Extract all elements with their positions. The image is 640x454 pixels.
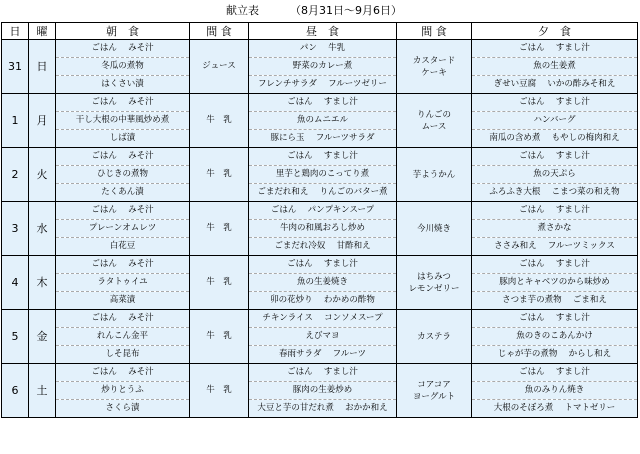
breakfast-item: ごはん みそ汁 [56,256,190,274]
snack1-item: 牛 乳 [190,256,249,310]
menu-row [2,292,638,310]
header-snack2: 間 食 [397,23,472,40]
snack2-line: レモンゼリー [408,283,460,294]
menu-row [2,220,638,238]
lunch-item: 魚のムニエル [249,112,397,130]
dinner-item: ささみ和え フルーツミックス [472,238,638,256]
breakfast-item: ごはん みそ汁 [56,364,190,382]
weekday: 金 [29,310,56,364]
weekday: 水 [29,202,56,256]
dinner-item: ごはん すまし汁 [472,310,638,328]
breakfast-item: ごはん みそ汁 [56,40,190,58]
weekday: 日 [29,40,56,94]
lunch-item: 野菜のカレー煮 [249,58,397,76]
menu-row [2,328,638,346]
lunch-item: ごはん すまし汁 [249,94,397,112]
day-number: 2 [2,148,29,202]
breakfast-item: ごはん みそ汁 [56,310,190,328]
dinner-item: 南瓜の含め煮 もやしの梅肉和え [472,130,638,148]
dinner-item: ハンバーグ [472,112,638,130]
snack1-item: 牛 乳 [190,202,249,256]
snack2-line: 芋ようかん [412,169,456,180]
snack2-item [397,202,472,256]
breakfast-item: はくさい漬 [56,76,190,94]
lunch-item: 牛肉の和風おろし炒め [249,220,397,238]
dinner-item: 煮さかな [472,220,638,238]
breakfast-item: しそ昆布 [56,346,190,364]
menu-row [2,310,638,328]
menu-row [2,256,638,274]
lunch-item: えびマヨ [249,328,397,346]
breakfast-item: 炒りとうふ [56,382,190,400]
dinner-item: 大根のそぼろ煮 トマトゼリー [472,400,638,418]
weekday: 土 [29,364,56,418]
menu-row [2,148,638,166]
lunch-item: 春雨サラダ フルーツ [249,346,397,364]
menu-row [2,364,638,382]
dinner-item: 魚の生姜煮 [472,58,638,76]
header-row [2,23,638,40]
snack1-item: 牛 乳 [190,148,249,202]
lunch-item: ごまだれ冷奴 甘酢和え [249,238,397,256]
weekday: 月 [29,94,56,148]
snack2-line: カスタード [412,55,456,66]
dinner-item: ごはん すまし汁 [472,94,638,112]
lunch-item: パン 牛乳 [249,40,397,58]
dinner-item: ごはん すまし汁 [472,202,638,220]
lunch-item: ごまだれ和え りんごのバター煮 [249,184,397,202]
breakfast-item: 冬瓜の煮物 [56,58,190,76]
breakfast-item: ごはん みそ汁 [56,148,190,166]
lunch-item: チキンライス コンソメスープ [249,310,397,328]
menu-row [2,94,638,112]
day-number: 5 [2,310,29,364]
header-weekday: 曜 [29,23,56,40]
menu-row [2,346,638,364]
lunch-item: 大豆と芋の甘だれ煮 おかか和え [249,400,397,418]
snack2-line: 今川焼き [416,223,451,234]
breakfast-item: 高菜漬 [56,292,190,310]
dinner-item: ふろふき大根 こまつ菜の和え物 [472,184,638,202]
breakfast-item: さくら漬 [56,400,190,418]
dinner-item: 魚の天ぷら [472,166,638,184]
header-lunch: 昼 食 [249,23,397,40]
breakfast-item: ラタトゥイユ [56,274,190,292]
lunch-item: 里芋と鶏肉のこってり煮 [249,166,397,184]
snack2-item [397,310,472,364]
lunch-item: ごはん すまし汁 [249,148,397,166]
day-number: 6 [2,364,29,418]
dinner-item: ごはん すまし汁 [472,148,638,166]
dinner-item: さつま芋の煮物 ごま和え [472,292,638,310]
snack1-item: 牛 乳 [190,94,249,148]
snack1-item: 牛 乳 [190,310,249,364]
lunch-item: 豚肉の生姜炒め [249,382,397,400]
title-period: （8月31日～9月6日） [290,4,402,17]
snack2-line: ヨーグルト [412,391,456,402]
breakfast-item: ごはん みそ汁 [56,94,190,112]
dinner-item: ぎせい豆腐 いかの酢みそ和え [472,76,638,94]
breakfast-item: たくあん漬 [56,184,190,202]
lunch-item: ごはん パンプキンスープ [249,202,397,220]
lunch-item: フレンチサラダ フルーツゼリー [249,76,397,94]
lunch-item: ごはん すまし汁 [249,364,397,382]
snack2-line: ムース [421,121,447,132]
snack2-line: りんごの [416,109,451,120]
breakfast-item: 白花豆 [56,238,190,256]
menu-row [2,58,638,76]
lunch-item: 豚にら玉 フルーツサラダ [249,130,397,148]
dinner-item: 魚のみりん焼き [472,382,638,400]
snack1-item: 牛 乳 [190,364,249,418]
day-number: 3 [2,202,29,256]
header-snack1: 間 食 [190,23,249,40]
lunch-item: 卯の花炒り わかめの酢物 [249,292,397,310]
dinner-item: ごはん すまし汁 [472,364,638,382]
menu-table [1,22,638,418]
snack2-item [397,148,472,202]
dinner-item: ごはん すまし汁 [472,256,638,274]
snack2-item [397,256,472,310]
breakfast-item: ひじきの煮物 [56,166,190,184]
menu-row [2,76,638,94]
day-number: 4 [2,256,29,310]
dinner-item: 豚肉とキャベツのから味炒め [472,274,638,292]
weekday: 火 [29,148,56,202]
snack2-line: ケーキ [421,67,447,78]
breakfast-item: 干し大根の中華風炒め煮 [56,112,190,130]
snack2-line: はちみつ [417,271,451,282]
menu-row [2,130,638,148]
header-breakfast: 朝 食 [56,23,190,40]
snack2-line: コアコア [417,379,451,390]
menu-row [2,112,638,130]
menu-title [0,0,640,22]
lunch-item: 魚の生姜焼き [249,274,397,292]
dinner-item: 魚のきのこあんかけ [472,328,638,346]
breakfast-item: プレーンオムレツ [56,220,190,238]
menu-row [2,40,638,58]
menu-row [2,166,638,184]
breakfast-item: しば漬 [56,130,190,148]
dinner-item: ごはん すまし汁 [472,40,638,58]
day-number: 31 [2,40,29,94]
menu-row [2,238,638,256]
breakfast-item: ごはん みそ汁 [56,202,190,220]
menu-row [2,382,638,400]
menu-body [2,40,638,418]
menu-row [2,274,638,292]
snack2-line: カステラ [417,331,451,342]
header-day: 日 [2,23,29,40]
dinner-item: じゃが芋の煮物 からし和え [472,346,638,364]
menu-row [2,400,638,418]
snack2-item [397,364,472,418]
snack2-item [397,94,472,148]
breakfast-item: れんこん金平 [56,328,190,346]
header-dinner: 夕 食 [472,23,638,40]
menu-row [2,184,638,202]
snack2-item [397,40,472,94]
menu-row [2,202,638,220]
weekday: 木 [29,256,56,310]
title-main: 献立表 [226,4,259,17]
lunch-item: ごはん すまし汁 [249,256,397,274]
day-number: 1 [2,94,29,148]
snack1-item: ジュース [190,40,249,94]
